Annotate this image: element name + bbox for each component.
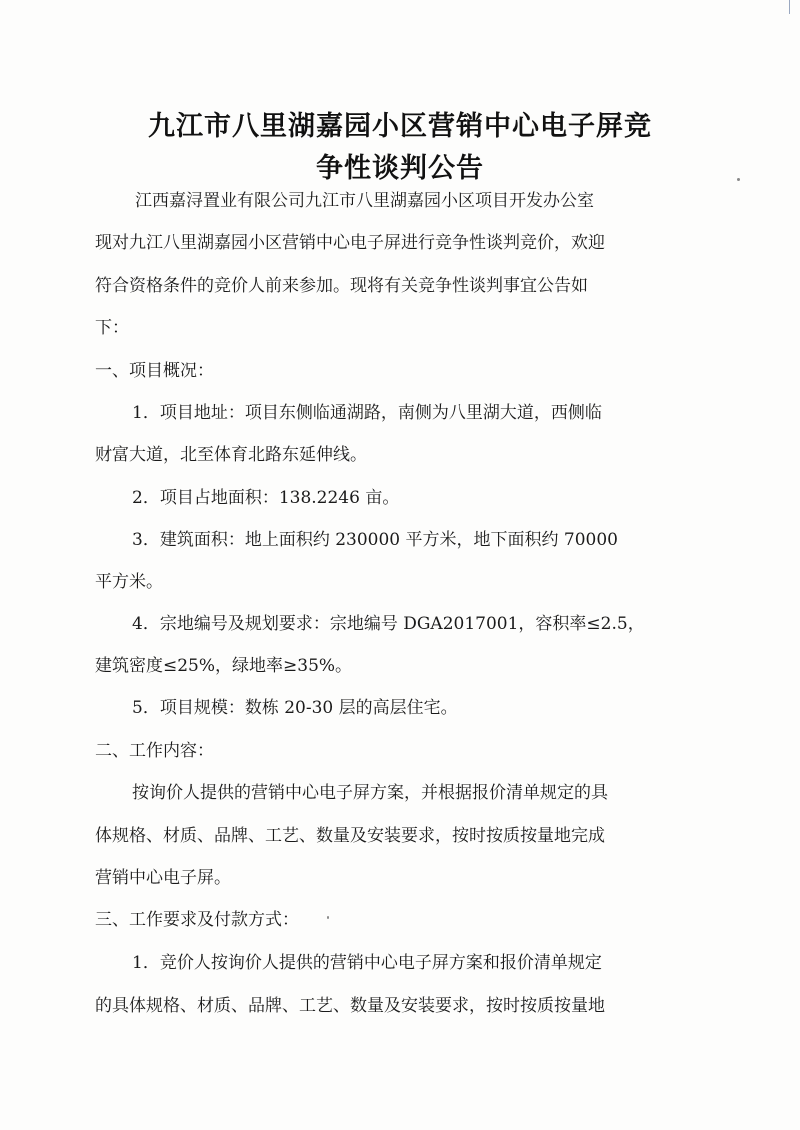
- section-heading-1: 一、项目概况：: [95, 361, 214, 381]
- requirement-1-line-2: 的具体规格、材质、品牌、工艺、数量及安装要求，按时按质按量地: [95, 996, 605, 1016]
- item-3-line-2: 平方米。: [95, 572, 163, 592]
- work-content-line-2: 体规格、材质、品牌、工艺、数量及安装要求，按时按质按量地完成: [95, 826, 605, 846]
- work-content-line-1: 按询价人提供的营销中心电子屏方案，并根据报价清单规定的具: [132, 783, 608, 803]
- title-line-2: 争性谈判公告: [316, 153, 484, 184]
- intro-line-4: 下：: [95, 318, 129, 338]
- requirement-1-line-1: 1．竞价人按询价人提供的营销中心电子屏方案和报价清单规定: [132, 953, 602, 973]
- work-content-line-3: 营销中心电子屏。: [95, 868, 231, 888]
- item-5-line: 5．项目规模：数栋 20-30 层的高层住宅。: [132, 698, 458, 718]
- item-2-line: 2．项目占地面积：138.2246 亩。: [132, 488, 400, 508]
- item-4-line-1: 4．宗地编号及规划要求：宗地编号 DGA2017001，容积率≤2.5，: [132, 614, 645, 634]
- section-heading-3: 三、工作要求及付款方式：: [95, 910, 299, 930]
- intro-line-1: 江西嘉浔置业有限公司九江市八里湖嘉园小区项目开发办公室: [135, 191, 594, 211]
- intro-line-2: 现对九江八里湖嘉园小区营销中心电子屏进行竞争性谈判竞价，欢迎: [95, 233, 605, 253]
- item-4-line-2: 建筑密度≤25%，绿地率≥35%。: [95, 656, 353, 676]
- item-1-line-2: 财富大道，北至体育北路东延伸线。: [95, 445, 367, 465]
- section-heading-2: 二、工作内容：: [95, 741, 214, 761]
- item-3-line-1: 3．建筑面积：地上面积约 230000 平方米，地下面积约 70000: [132, 530, 619, 550]
- scan-edge-mark: [783, 0, 790, 14]
- item-1-line-1: 1．项目地址：项目东侧临通湖路，南侧为八里湖大道，西侧临: [132, 403, 602, 423]
- title-line-1: 九江市八里湖嘉园小区营销中心电子屏竞: [148, 111, 652, 142]
- intro-line-3: 符合资格条件的竞价人前来参加。现将有关竞争性谈判事宜公告如: [95, 276, 588, 296]
